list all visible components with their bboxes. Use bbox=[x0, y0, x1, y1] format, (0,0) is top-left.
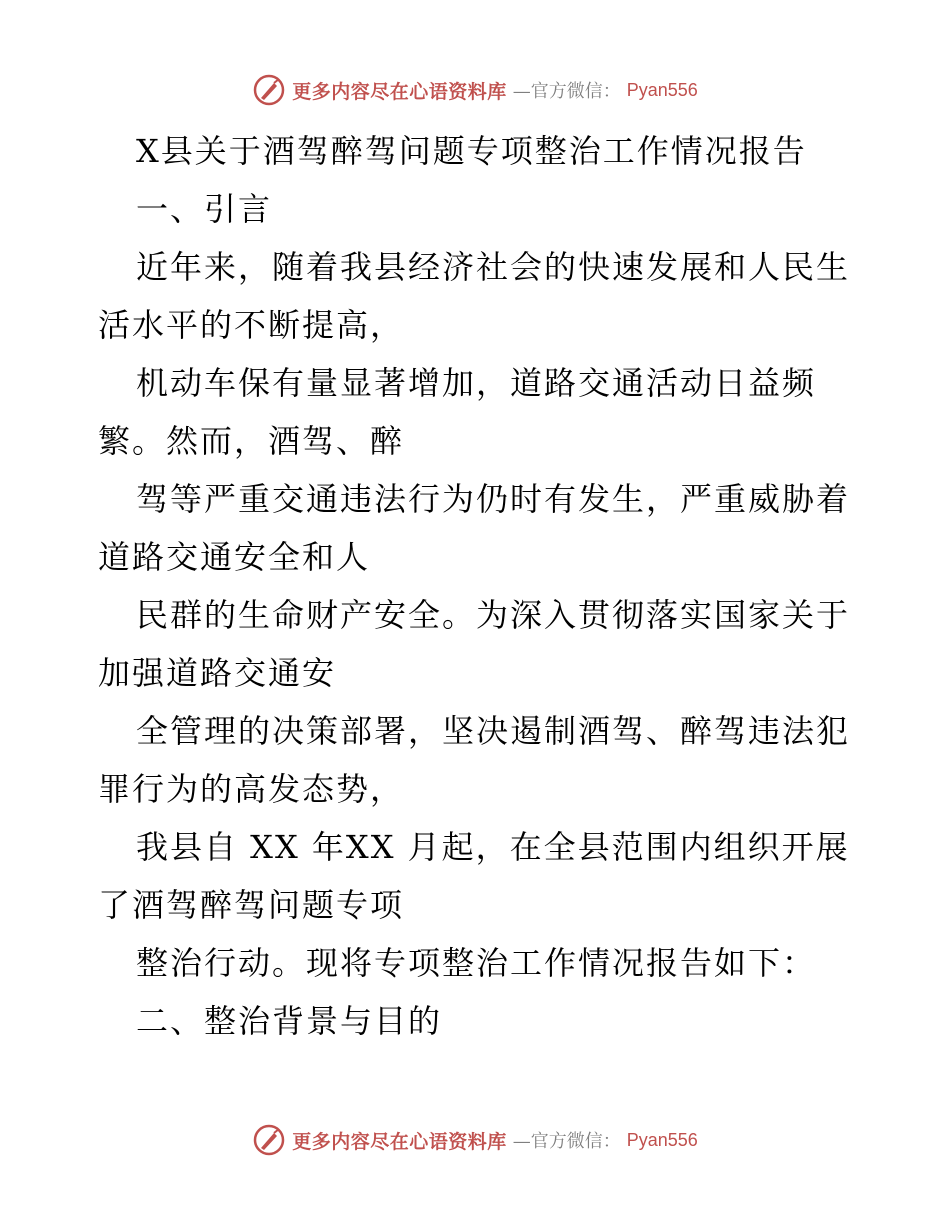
header-account-id: Pyan556 bbox=[626, 79, 698, 100]
section-heading-intro: 一、引言 bbox=[136, 190, 273, 228]
paragraph-line: 罪行为的高发态势， bbox=[98, 770, 405, 808]
paragraph-line: 道路交通安全和人 bbox=[98, 538, 371, 576]
footer-account-id: Pyan556 bbox=[626, 1129, 698, 1150]
quill-logo-icon bbox=[252, 1123, 286, 1157]
paragraph-line: 近年来，随着我县经济社会的快速发展和人民生 bbox=[136, 248, 851, 286]
paragraph-line: 了酒驾醉驾问题专项 bbox=[98, 886, 405, 924]
paragraph-line: 我县自 XX 年XX 月起，在全县范围内组织开展 bbox=[136, 828, 850, 866]
paragraph-line: 加强道路交通安 bbox=[98, 654, 337, 692]
paragraph-line: 活水平的不断提高， bbox=[98, 306, 405, 344]
paragraph-line: 驾等严重交通违法行为仍时有发生，严重威胁着 bbox=[136, 480, 851, 518]
section-heading-background: 二、整治背景与目的 bbox=[136, 1002, 443, 1040]
footer-watermark-banner bbox=[0, 1120, 950, 1160]
header-brand-text: 更多内容尽在心语资料库 bbox=[292, 80, 507, 103]
quill-logo-icon bbox=[252, 73, 286, 107]
header-separator-text: —官方微信： bbox=[512, 81, 621, 102]
document-body bbox=[98, 122, 858, 1050]
paragraph-line: 全管理的决策部署，坚决遏制酒驾、醉驾违法犯 bbox=[136, 712, 851, 750]
paragraph-line: 整治行动。现将专项整治工作情况报告如下： bbox=[136, 944, 817, 982]
footer-brand-text: 更多内容尽在心语资料库 bbox=[292, 1130, 507, 1153]
document-title: X县关于酒驾醉驾问题专项整治工作情况报告 bbox=[136, 132, 807, 170]
paragraph-line: 机动车保有量显著增加，道路交通活动日益频 bbox=[136, 364, 817, 402]
footer-separator-text: —官方微信： bbox=[512, 1131, 621, 1152]
header-watermark-banner bbox=[0, 70, 950, 110]
paragraph-line: 繁。然而，酒驾、醉 bbox=[98, 422, 405, 460]
paragraph-line: 民群的生命财产安全。为深入贯彻落实国家关于 bbox=[136, 596, 851, 634]
